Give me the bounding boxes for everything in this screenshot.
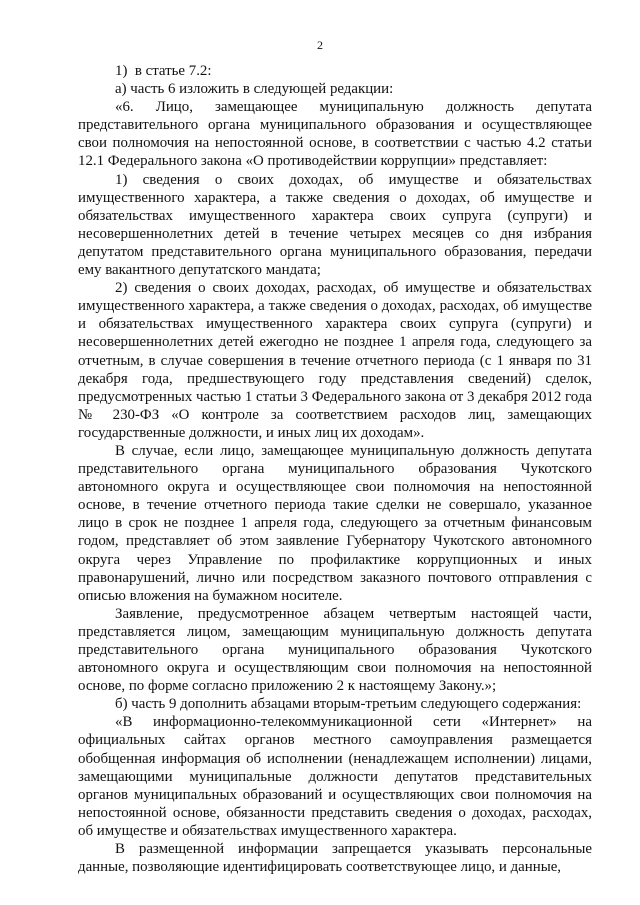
page-number: 2	[317, 38, 323, 52]
paragraph-article-item: 1) в статье 7.2:	[115, 63, 212, 79]
paragraph-part-6: «6. Лицо, замещающее муниципальную должность депутата представительного органа муниципального образования и осуществляющее свои полномочия на непостоянной основе, в соответствии с частью 4.2 статьи 12.1 Федерального закона «О противодействии коррупции» представляет:	[78, 99, 592, 170]
document-body	[78, 62, 592, 876]
paragraph-item-2: 2) сведения о своих доходах, расходах, об имуществе и обязательствах имущественного характера, а также сведения о доходах, расходах, об имуществе и обязательствах имущественного характера своих супруга (супруги) и несовершеннолетних детей ежегодно не позднее 1 апреля года, следующего за отчетным, в случае совершения в течение отчетного периода (с 1 января по 31 декабря года, предшествующего году представления сведений) сделок, предусмотренных частью 1 статьи 3 Федерального закона от 3 декабря 2012 года № 230-ФЗ «О контроле за соответствием расходов лиц, замещающих государственные должности, и иных лиц их доходам».	[78, 280, 592, 441]
paragraph-subitem-a: а) часть 6 изложить в следующей редакции:	[115, 81, 394, 98]
paragraph-personal-data: В размещенной информации запрещается указывать персональные данные, позволяющие идентифицировать соответствующее лицо, и данные,	[78, 841, 592, 876]
paragraph-internet-publication: «В информационно-телекоммуникационной сети «Интернет» на официальных сайтах органов местного самоуправления размещается обобщенная информация об исполнении (ненадлежащем исполнении) лицами, замещающими муниципальные должности депутатов представительных органов муниципальных образований и осуществляющих свои полномочия на непостоянной основе, обязанности представить сведения о доходах, расходах, об имуществе и обязательствах имущественного характера.	[78, 714, 592, 839]
paragraph-subitem-b: б) часть 9 дополнить абзацами вторым-третьим следующего содержания:	[115, 696, 582, 713]
paragraph-no-transactions: В случае, если лицо, замещающее муниципальную должность депутата представительного органа муниципального образования Чукотского автономного округа и осуществляющее свои полномочия на непостоянной основе, в течение отчетного периода такие сделки не совершало, указанное лицо в срок не позднее 1 апреля года, следующего за отчетным финансовым годом, представляет об этом заявление Губернатору Чукотского автономного округа через Управление по профилактике коррупционных и иных правонарушений, лично или посредством заказного почтового отправления с описью вложения на бумажном носителе.	[78, 442, 592, 604]
paragraph-item-1: 1) сведения о своих доходах, об имуществе и обязательствах имущественного характера, а также сведения о доходах, об имуществе и обязательствах имущественного характера своих супруга (супруги) и несовершеннолетних детей в течение четырех месяцев со дня избрания депутатом представительного органа муниципального образования, передачи ему вакантного депутатского мандата;	[78, 171, 592, 279]
paragraph-statement: Заявление, предусмотренное абзацем четвертым настоящей части, представляется лицом, замещающим муниципальную должность депутата представительного органа муниципального образования Чукотского автономного округа и осуществляющим свои полномочия на непостоянной основе, по форме согласно приложению 2 к настоящему Закону.»;	[78, 605, 592, 695]
